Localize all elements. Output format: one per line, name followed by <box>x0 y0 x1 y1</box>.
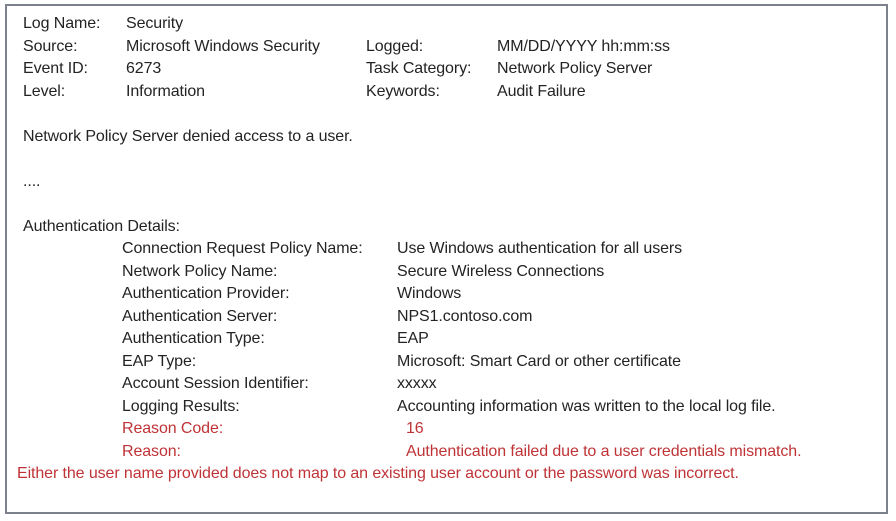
reason-continuation-text: Either the user name provided does not map to an existing user account or the password was incorrect. <box>17 465 739 482</box>
keywords-value: Audit Failure <box>497 82 586 100</box>
event-id-value: 6273 <box>126 60 162 77</box>
detail-label: EAP Type: <box>122 352 197 370</box>
logged-value: MM/DD/YYYY hh:mm:ss <box>497 37 670 55</box>
detail-value: Accounting information was written to the local log file. <box>397 397 776 415</box>
source-label: Source: <box>23 37 78 55</box>
detail-value: Microsoft: Smart Card or other certificate <box>397 352 681 370</box>
detail-value: xxxxx <box>397 375 437 392</box>
detail-row-reason-code <box>122 418 878 441</box>
logged-label: Logged: <box>366 37 424 55</box>
detail-label: Authentication Type: <box>122 330 265 347</box>
spacer <box>23 193 878 216</box>
detail-value: Secure Wireless Connections <box>397 262 605 280</box>
level-value: Information <box>126 82 205 100</box>
log-name-value: Security <box>126 15 183 32</box>
detail-label: Authentication Server: <box>122 307 278 325</box>
detail-label: Logging Results: <box>122 397 240 415</box>
detail-row-reason <box>122 441 878 464</box>
detail-row-account-session-identifier <box>122 373 878 396</box>
log-name-label: Log Name: <box>23 15 101 32</box>
detail-row-eap-type <box>122 351 878 374</box>
detail-value: Authentication failed due to a user credentials mismatch. <box>406 442 802 460</box>
detail-label: Reason Code: <box>122 420 224 437</box>
detail-row-logging-results <box>122 396 878 419</box>
detail-label: Reason: <box>122 442 181 460</box>
event-description: Network Policy Server denied access to a user. <box>23 127 353 145</box>
detail-label: Authentication Provider: <box>122 285 290 302</box>
event-log-detail-panel <box>5 4 888 514</box>
header-row-event-id <box>23 58 878 81</box>
task-category-value: Network Policy Server <box>497 60 653 77</box>
header-row-level <box>23 81 878 104</box>
detail-value: Use Windows authentication for all users <box>397 240 683 257</box>
source-value: Microsoft Windows Security <box>126 37 320 55</box>
detail-value: 16 <box>406 420 424 437</box>
task-category-label: Task Category: <box>366 60 472 77</box>
header-row-source <box>23 36 878 59</box>
detail-row-authentication-server <box>122 306 878 329</box>
spacer <box>23 148 878 171</box>
detail-value: EAP <box>397 330 429 347</box>
detail-label: Connection Request Policy Name: <box>122 240 363 257</box>
detail-row-authentication-provider <box>122 283 878 306</box>
spacer <box>23 103 878 126</box>
detail-row-connection-request-policy <box>122 238 878 261</box>
detail-value: Windows <box>397 285 462 302</box>
event-id-label: Event ID: <box>23 60 88 77</box>
detail-row-authentication-type <box>122 328 878 351</box>
detail-label: Account Session Identifier: <box>122 375 309 392</box>
detail-value: NPS1.contoso.com <box>397 307 533 325</box>
detail-row-network-policy-name <box>122 261 878 284</box>
level-label: Level: <box>23 82 66 100</box>
auth-details-heading: Authentication Details: <box>23 217 180 235</box>
keywords-label: Keywords: <box>366 82 440 100</box>
header-row-log-name <box>23 13 878 36</box>
detail-label: Network Policy Name: <box>122 262 278 280</box>
ellipsis-line: .... <box>23 172 41 190</box>
